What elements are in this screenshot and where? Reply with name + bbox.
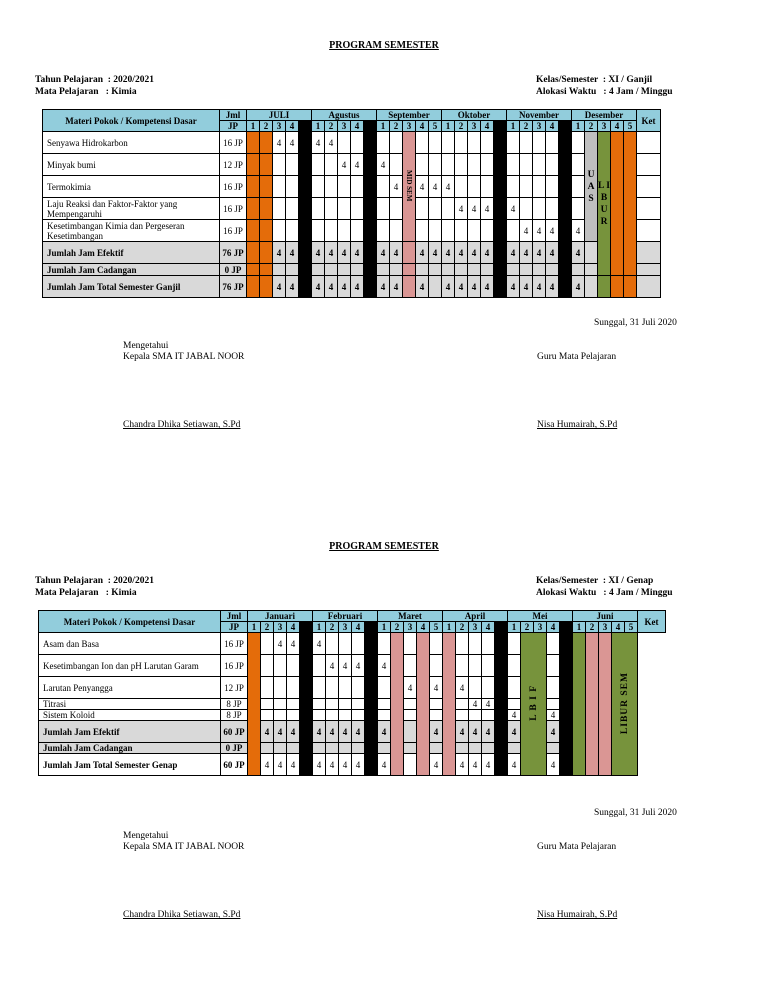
header-materi: Materi Pokok / Kompetensi Dasar [43,110,220,132]
kepala-sekolah-name: Chandra Dhika Setiawan, S.Pd [123,420,241,430]
page-title-ganjil: PROGRAM SEMESTER [329,40,439,51]
month-juli: JULI [247,110,312,121]
row-jam-efektif: Jumlah Jam Efektif 60 JP 4 4 4 4 4 4 4 4 4 4 4 4 4 4 [39,721,666,743]
row-jam-total: Jumlah Jam Total Semester Genap 60 JP 4 4 4 4 4 4 4 4 4 4 4 4 4 4 [39,754,666,776]
guru-title: Guru Mata Pelajaran [537,352,617,362]
table-row: Senyawa Hidrokarbon 16 JP 4 4 4 4 MID SEM U A S L I B U R [43,132,661,154]
header-jp: JP [220,121,247,132]
uas-label: U A S [587,169,595,204]
table-row: Laju Reaksi dan Faktor-Faktor yang Mempengaruhi 16 JP 4 4 4 4 [43,198,661,220]
kepala-sekolah-name: Chandra Dhika Setiawan, S.Pd [123,910,241,920]
header-jp: JP [221,622,248,633]
libur-label: L I B U R [598,180,610,227]
row-jam-efektif: Jumlah Jam Efektif 76 JP 4 4 4 4 4 4 4 4 4 4 4 4 4 4 4 4 4 4 4 [43,242,661,264]
place-date: Sunggal, 31 Juli 2020 [594,808,677,818]
mengetahui: Mengetahui [123,831,169,841]
header-ket: Ket [638,611,666,633]
kepala-sekolah-title: Kepala SMA IT JABAL NOOR [123,352,245,362]
guru-title: Guru Mata Pelajaran [537,842,617,852]
kepala-sekolah-title: Kepala SMA IT JABAL NOOR [123,842,245,852]
page-title-genap: PROGRAM SEMESTER [329,541,439,552]
table-row: Larutan Penyangga 12 JP 4 4 4 [39,677,666,699]
mata-pelajaran: Mata Pelajaran : Kimia [35,588,137,598]
week-row-ganjil: JP 1 2 3 4 1 2 3 4 1 2 3 4 5 1 2 3 4 1 2 3 4 1 2 3 4 5 [43,121,661,132]
month-maret: Maret [378,611,443,622]
mid-sem-label: MID SEM [405,169,413,202]
guru-name: Nisa Humairah, S.Pd [537,910,618,920]
month-januari: Januari [248,611,313,622]
week-row-genap: JP 1 2 3 4 1 2 3 4 1 2 3 4 5 1 2 3 4 1 2 3 4 1 2 3 4 5 [39,622,666,633]
header-ket: Ket [637,110,661,132]
lbif-label: L B I F [528,685,539,721]
month-desember: Desember [572,110,637,121]
month-agustus: Agustus [312,110,377,121]
table-row: Asam dan Basa 16 JP 4 4 4 L B I F LIBUR SEM [39,633,666,655]
month-oktober: Oktober [442,110,507,121]
table-row: Minyak bumi 12 JP 4 4 4 [43,154,661,176]
table-row: Sistem Koloid 8 JP 4 4 [39,710,666,721]
month-november: November [507,110,572,121]
table-row: Titrasi 8 JP 4 4 [39,699,666,710]
month-april: April [443,611,508,622]
tahun-pelajaran: Tahun Pelajaran : 2020/2021 [35,75,154,85]
table-row: Termokimia 16 JP 4 4 4 4 [43,176,661,198]
header-materi: Materi Pokok / Kompetensi Dasar [39,611,221,633]
table-row: Kesetimbangan Ion dan pH Larutan Garam 16 JP 4 4 4 4 [39,655,666,677]
month-september: September [377,110,442,121]
month-februari: Februari [313,611,378,622]
header-jml: Jml [220,110,247,121]
month-juni: Juni [573,611,638,622]
mengetahui: Mengetahui [123,341,169,351]
place-date: Sunggal, 31 Juli 2020 [594,318,677,328]
mata-pelajaran: Mata Pelajaran : Kimia [35,87,137,97]
guru-name: Nisa Humairah, S.Pd [537,420,618,430]
month-mei: Mei [508,611,573,622]
alokasi-waktu: Alokasi Waktu : 4 Jam / Minggu [536,588,673,598]
row-jam-total: Jumlah Jam Total Semester Ganjil 76 JP 4 4 4 4 4 4 4 4 4 4 4 4 4 4 4 4 4 4 [43,276,661,298]
alokasi-waktu: Alokasi Waktu : 4 Jam / Minggu [536,87,673,97]
program-semester-table-ganjil [42,109,661,298]
program-semester-table-genap [38,610,666,776]
kelas-semester: Kelas/Semester : XI / Genap [536,576,654,586]
row-jam-cadangan: Jumlah Jam Cadangan 0 JP [39,743,666,754]
kelas-semester: Kelas/Semester : XI / Ganjil [536,75,653,85]
tahun-pelajaran: Tahun Pelajaran : 2020/2021 [35,576,154,586]
table-row: Kesetimbangan Kimia dan Pergeseran Kesetimbangan 16 JP 4 4 4 4 [43,220,661,242]
libur-sem-label: LIBUR SEM [619,671,630,735]
header-jml: Jml [221,611,248,622]
row-jam-cadangan: Jumlah Jam Cadangan 0 JP [43,264,661,276]
